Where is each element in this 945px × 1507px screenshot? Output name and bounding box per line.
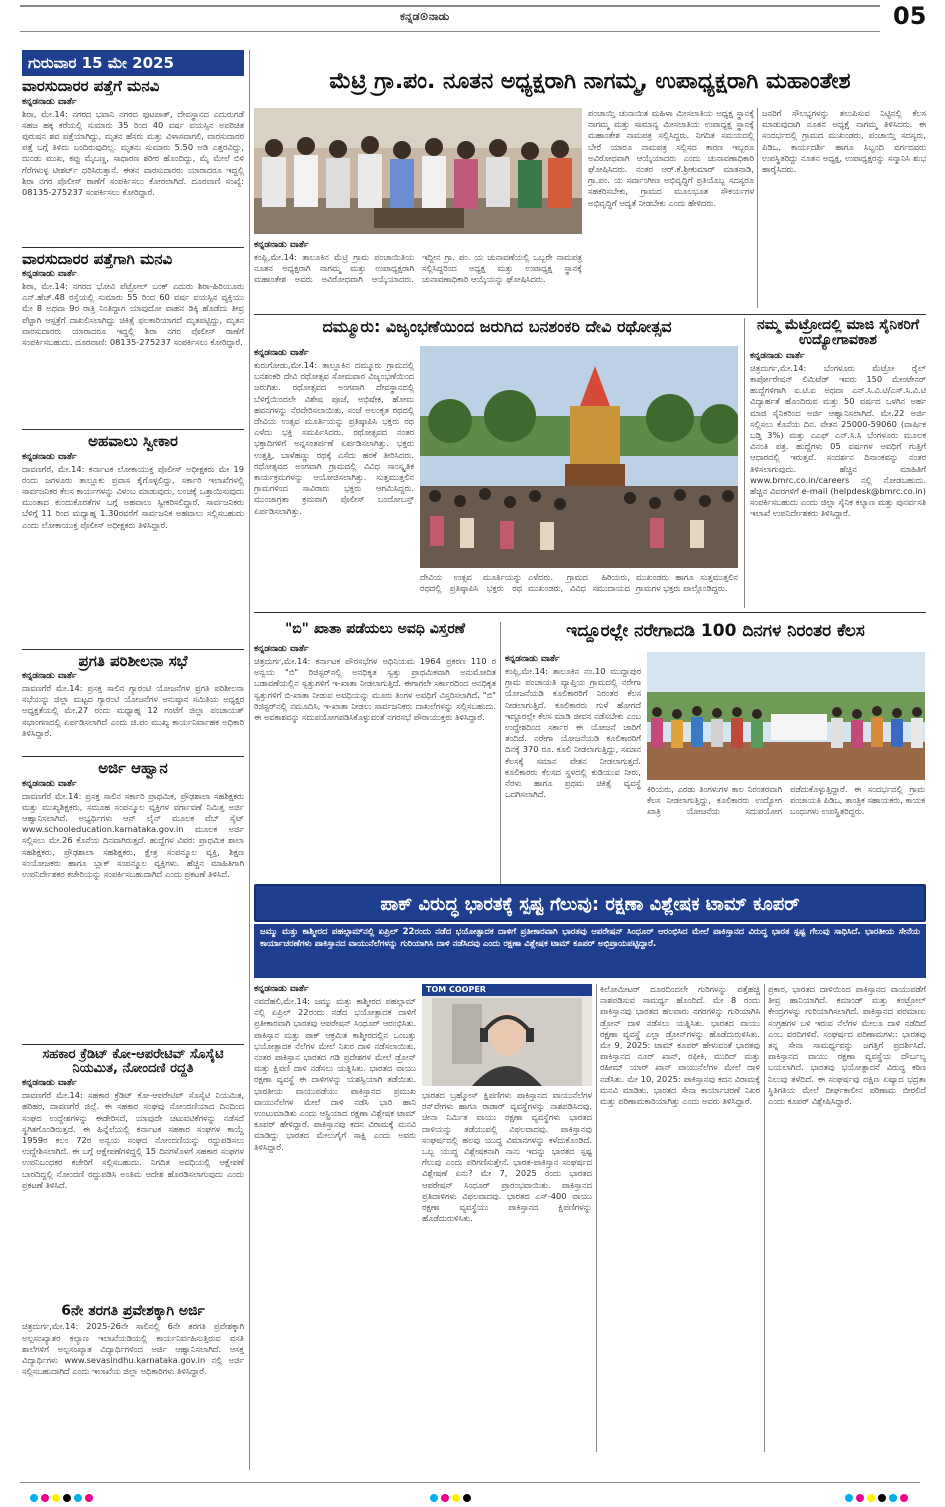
top-col3: ಜನರಿಗೆ ಸೌಲಭ್ಯಗಳನ್ನು ತಲುಪಿಸುವ ನಿಟ್ಟಿನಲ್ಲಿ ಕೆಲಸ ಮಾಡುವುದಾಗಿ ನೂತನ ಅಧ್ಯಕ್ಷೆ ನಾಗಮ್ಮ ತಿಳಿಸಿದರು. ಈ ಸಂದರ್ಭದಲ್ಲಿ ಗ್ರಾಮದ ಮುಖಂಡರು, ಪಂಚಾಯ್ತಿ ಸದಸ್ಯರು, ಪಿಡಿಒ, ಕಾರ್ಯದರ್ಶಿ ಹಾಗೂ ಸಿಬ್ಬಂದಿ ವರ್ಗದವರು ಉಪಸ್ಥಿತರಿದ್ದು ನೂತನ ಅಧ್ಯಕ್ಷ, ಉಪಾಧ್ಯಕ್ಷರನ್ನು ಸನ್ಮಾನಿಸಿ ಶುಭ ಹಾರೈಸಿದರು. bbox=[762, 108, 926, 175]
story-s6 bbox=[22, 1048, 244, 1303]
pak-title-bar bbox=[254, 884, 926, 922]
story-s2 bbox=[22, 251, 244, 427]
story-dammuru bbox=[254, 318, 740, 608]
nrega-byline: ಕನ್ನಡನಾಡು ವಾರ್ತೆ bbox=[505, 654, 560, 664]
s1-text: ಶಿರಾ, ಮೇ.14: ನಗರದ ಭವಾನಿ ನಗರದ ಫುಟಪಾತ್, ದೇವಸ್ಥಾನದ ಎದುರುಗಡೆ ಸಹಜ ಹಕ್ಕ ಕರೆಯಲ್ಲಿ ಸುಮಾರು 35 ರಿಂದ 40 ವರ್ಷ ವಯಸ್ಸಿನ ಅಪರಿಚಿತ ಪುರುಷನ ಶವ ಪತ್ತೆಯಾಗಿದ್ದು, ಮೃತನ ಹೆಸರು ಮತ್ತು ವಿಳಾಸವಾಗಲಿ, ವಾರಸುದಾರರ ಪತ್ತೆ ಬಗ್ಗೆ ತಿಳಿದು ಬಂದಿರುವುದಿಲ್ಲ. ಮೃತನು ಸುಮಾರು 5.50 ಅಡಿ ಎತ್ತರವಿದ್ದು, ದುಂಡು ಮುಖ, ಕಪ್ಪು ಮೈಬಣ್ಣ, ಸಾಧಾರಣ ಶರೀರ ಹೊಂದಿದ್ದು, ಮೈ ಮೇಲೆ ಬಿಳಿ ಗೆರೆಗಳುಳ್ಳ ಟೀಶರ್ಟ್ ಧರಿಸಿರುತ್ತಾನೆ. ಈತನ ವಾರಸುದಾರರು ಯಾರಾದರೂ ಇದ್ದಲ್ಲಿ ಶಿರಾ ನಗರ ಪೊಲೀಸ್ ಠಾಣೆಗೆ ಸಂಪರ್ಕಿಸಲು ಕೋರಲಾಗಿದೆ. ದೂರವಾಣಿ ಸಂಖ್ಯೆ: 08135-275237 ಸಂಪರ್ಕಿಸಲು ಕೋರಿದ್ದಾರೆ. bbox=[22, 108, 244, 197]
color-registration-marks-right bbox=[845, 1487, 911, 1506]
masthead: ಕನ್ನಡ⊙ನಾಡು bbox=[400, 10, 450, 23]
top-caption: ಕಂಪ್ಲಿ,ಮೇ.14: ತಾಲೂಕಿನ ಮೆಟ್ರಿ ಗ್ರಾಮ ಪಂಚಾಯಿತಿಯ ನೂತನ ಅಧ್ಯಕ್ಷರಾಗಿ ನಾಗಮ್ಮ ಮತ್ತು ಉಪಾಧ್ಯಕ್ಷರಾಗಿ ಮಹಾಂತೇಶ ಅವರು ಅವಿರೋಧವಾಗಿ ಆಯ್ಕೆಯಾದರು. ಇದ್ದೀನ ಗ್ರಾ. ಪಂ. ಯ ಚುನಾವಣೆಯಲ್ಲಿ ಒಬ್ಬರೇ ನಾಮಪತ್ರ ಸಲ್ಲಿಸಿದ್ದರಿಂದ ಅಧ್ಯಕ್ಷ ಮತ್ತು ಉಪಾಧ್ಯಕ್ಷ ಸ್ಥಾನಕ್ಕೆ ಚುನಾವಣಾಧಿಕಾರಿ ಆಯ್ಕೆಯನ್ನು ಘೋಷಿಸಿದರು. bbox=[254, 252, 582, 284]
s6-title: ಸಹಕಾರ ಕ್ರೆಡಿಟ್ ಕೋ-ಆಪರೇಟಿವ್ ಸೊಸೈಟಿ ನಿಯಮಿತ, ನೋಂದಣಿ ರದ್ದತಿ bbox=[42, 1046, 224, 1076]
s1-title: ವಾರಸುದಾರರ ಪತ್ತೆಗೆ ಮನವಿ bbox=[22, 77, 160, 95]
metro-text: ಚಿತ್ರದುರ್ಗ,ಮೇ.14: ಬೆಂಗಳೂರು ಮೆಟ್ರೋ ರೈಲ್ ಕಾರ್ಪೋರೇಷನ್ ಲಿಮಿಟೆಡ್ ಇವರು 150 ಮೇಂಟೇನರ್ ಹುದ್ದೆಗಳಿಗಾಗಿ ಐ.ಟಿ.ಐ ಅಥವಾ ಎನ್.ಸಿ.ವಿ.ಟಿ/ಎಸ್.ಸಿ.ವಿ.ಟಿ ವಿದ್ಯಾರ್ಹತೆ ಹೊಂದಿರುವ ಮತ್ತು 50 ವರ್ಷದ ಒಳಗಿನ ಅರ್ಹ ಮಾಜಿ ಸೈನಿಕರಿಂದ ಅರ್ಜಿ ಆಹ್ವಾನಿಸಲಾಗಿದೆ. ಮೇ.22 ಅರ್ಜಿ ಸಲ್ಲಿಸಲು ಕೊನೆಯ ದಿನ. ವೇತನ 25000-59060 (ವಾರ್ಷಿಕ ಬಡ್ತಿ 3%) ಮತ್ತು ಎಎಫ್ ಎನ್.ಸಿ.ಸಿ ಬೆಂಗಳೂರು ಮೂಲಕ ವಿನಂತಿ ಪತ್ರ. ಹುದ್ದೆಗಳು 05 ವರ್ಷಗಳ ಅವಧಿಗೆ ಗುತ್ತಿಗೆ ಆಧಾರದಲ್ಲಿ ಇರುತ್ತವೆ. ಸಂದರ್ಶನ ದಿನಾಂಕವನ್ನು ನಂತರ ತಿಳಿಸಲಾಗುವುದು. ಹೆಚ್ಚಿನ ಮಾಹಿತಿಗೆ www.bmrc.co.in/careers ನಲ್ಲಿ ನೋಡಬಹುದು. ಹೆಚ್ಚಿನ ವಿವರಗಳಿಗೆ e-mail (helpdesk@bmrc.co.in) ಸಂಪರ್ಕಿಸಬಹುದು ಎಂದು ಜಿಲ್ಲಾ ಸೈನಿಕ ಕಲ್ಯಾಣ ಮತ್ತು ಪುನರ್ವಸತಿ ಇಲಾಖೆ ಉಪನಿರ್ದೇಶಕರು ತಿಳಿಸಿದ್ದಾರೆ. bbox=[750, 362, 926, 519]
date-bar: ಗುರುವಾರ 15 ಮೇ 2025 bbox=[22, 50, 244, 76]
btitle-byline: ಕನ್ನಡನಾಡು ವಾರ್ತೆ bbox=[254, 644, 309, 654]
nrega-text-block bbox=[505, 652, 641, 882]
nrega-caption: ಕಿರಿಯರು, ಎರಡು ತಿಂಗಳುಗಳ ಕಾಲ ನಿರಂತರವಾಗಿ ಕೆಲಸ ನೀಡಲಾಗುತ್ತಿದ್ದು, ಕೂಲಿಕಾರರು ಉದ್ಯೋಗ ಖಾತ್ರಿ ಯೋಜನೆಯ ಸದುಪಯೋಗ ಪಡೆದುಕೊಳ್ಳುತ್ತಿದ್ದಾರೆ. ಈ ಸಂದರ್ಭದಲ್ಲಿ ಗ್ರಾಮ ಪಂಚಾಯತಿ ಪಿಡಿಒ, ತಾಂತ್ರಿಕ ಸಹಾಯಕರು, ಕಾಯಕ ಬಂಧುಗಳು ಉಪಸ್ಥಿತರಿದ್ದರು. bbox=[647, 784, 925, 816]
chariot-festival-image bbox=[420, 346, 738, 568]
divider bbox=[254, 314, 926, 315]
footer-rule bbox=[20, 1482, 920, 1483]
s6-text: ದಾವಣಗೆರೆ ಮೇ.14: ಸಹಕಾರ ಕ್ರೆಡಿಟ್ ಕೋ-ಆಪರೇಟಿವ್ ಸೊಸೈಟಿ ನಿಯಮಿತ, ಹರಿಹರ, ದಾವಣಗೆರೆ ಜಿಲ್ಲೆ. ಈ ಸಹಕಾರ ಸಂಘವು ನೋಂದಣಿಯಾದ ದಿನದಿಂದ ಸಂಘದ ಉದ್ದೇಶಗಳನ್ನು ಈಡೇರಿಸದೆ, ಯಾವುದೇ ಚಟುವಟಿಕೆಗಳನ್ನು ನಡೆಸದೆ ಸ್ಥಗಿತಗೊಂಡಿರುತ್ತದೆ. ಈ ಹಿನ್ನೆಲೆಯಲ್ಲಿ ಕರ್ನಾಟಕ ಸಹಕಾರ ಸಂಘಗಳ ಕಾಯ್ದೆ 1959ರ ಕಲಂ 72ರ ಅನ್ವಯ ಸಂಘದ ನೋಂದಣಿಯನ್ನು ರದ್ದುಪಡಿಸಲು ಉದ್ದೇಶಿಸಲಾಗಿದೆ. ಈ ಬಗ್ಗೆ ಆಕ್ಷೇಪಣೆಗಳಿದ್ದಲ್ಲಿ 15 ದಿನಗಳೊಳಗೆ ಸಹಕಾರ ಸಂಘಗಳ ಉಪನಿಬಂಧಕರ ಕಚೇರಿಗೆ ಸಲ್ಲಿಸಬಹುದು. ನಿಗದಿತ ಅವಧಿಯಲ್ಲಿ ಆಕ್ಷೇಪಣೆ ಬಾರದಿದ್ದಲ್ಲಿ ನೋಂದಣಿ ರದ್ದುಪಡಿಸಿ ಅಂತಿಮ ಆದೇಶ ಹೊರಡಿಸಲಾಗುವುದು ಎಂದು ಪ್ರಕಟಣೆ ತಿಳಿಸಿದೆ. bbox=[22, 1090, 244, 1190]
dam-text: ಕುರುಗೋಡು,ಮೇ.14: ತಾಲ್ಲೂಕಿನ ದಮ್ಮೂರು ಗ್ರಾಮದಲ್ಲಿ ಬನಶಂಕರಿ ದೇವಿ ರಥೋತ್ಸವ ಸೋಮವಾರ ವಿಜೃಂಭಣೆಯಿಂದ ಜರುಗಿತು. ರಥೋತ್ಸವದ ಅಂಗವಾಗಿ ದೇವಸ್ಥಾನದಲ್ಲಿ ಬೆಳಿಗ್ಗೆಯಿಂದಲೇ ವಿಶೇಷ ಪೂಜೆ, ಅಭಿಷೇಕ, ಹೋಮ ಹವನಗಳನ್ನು ನೆರವೇರಿಸಲಾಯಿತು. ಸಂಜೆ ಅಲಂಕೃತ ರಥದಲ್ಲಿ ದೇವಿಯ ಉತ್ಸವ ಮೂರ್ತಿಯನ್ನು ಪ್ರತಿಷ್ಠಾಪಿಸಿ ಭಕ್ತರು ರಥ ಎಳೆದು ಭಕ್ತಿ ಸಮರ್ಪಿಸಿದರು. ರಥೋತ್ಸವದ ನಂತರ ಭಕ್ತಾದಿಗಳಿಗೆ ಅನ್ನಸಂತರ್ಪಣೆ ಏರ್ಪಡಿಸಲಾಗಿತ್ತು. ಭಕ್ತರು ಉತ್ತತ್ತಿ, ಬಾಳೆಹಣ್ಣು ರಥಕ್ಕೆ ಎಸೆದು ಹರಕೆ ತೀರಿಸಿದರು. ರಥೋತ್ಸವದ ಅಂಗವಾಗಿ ಗ್ರಾಮದಲ್ಲಿ ವಿವಿಧ ಸಾಂಸ್ಕೃತಿಕ ಕಾರ್ಯಕ್ರಮಗಳನ್ನು ಆಯೋಜಿಸಲಾಗಿತ್ತು. ಸುತ್ತಮುತ್ತಲಿನ ಗ್ರಾಮಗಳಿಂದ ಸಾವಿರಾರು ಭಕ್ತರು ಆಗಮಿಸಿದ್ದರು. ಮುಂಜಾಗ್ರತಾ ಕ್ರಮವಾಗಿ ಪೊಲೀಸ್ ಬಂದೋಬಸ್ತ್ ಏರ್ಪಡಿಸಲಾಗಿತ್ತು. bbox=[254, 360, 414, 516]
s6-byline: ಕನ್ನಡನಾಡು ವಾರ್ತೆ bbox=[22, 1078, 77, 1089]
btitle-text: ಚಿತ್ರದುರ್ಗ,ಮೇ.14: ಕರ್ನಾಟಕ ಪೌರಸಭೆಗಳ ಅಧಿನಿಯಮ 1964 ಪ್ರಕರಣ 110 ರ ಅನ್ವಯ "ಬಿ" ರಿಜಿಸ್ಟರ್‌ನಲ್ಲಿ ಅನಧಿಕೃತ ಸ್ವತ್ತು ಪ್ರಾಥಮಿಕವಾಗಿ ಅನುಮೋದಿತ ಬಡಾವಣೆಯಲ್ಲಿನ ಸ್ವತ್ತುಗಳಿಗೆ ಇ-ಖಾತಾ ನೀಡಲಾಗುತ್ತಿದೆ. ಈಗಾಗಲೇ ಸರ್ಕಾರದಿಂದ ಅನಧಿಕೃತ ಸ್ವತ್ತುಗಳಿಗೆ ಬಿ-ಖಾತಾ ನೀಡುವ ಅವಧಿಯನ್ನು ಮೂರು ತಿಂಗಳ ಅವಧಿಗೆ ವಿಸ್ತರಿಸಲಾಗಿದೆ. "ಬಿ" ರಿಜಿಸ್ಟರ್‌ನಲ್ಲಿ ನಮೂದಿಸಿ, ಇ-ಖಾತಾ ನೀಡಲು ಸಾರ್ವಜನಿಕರು ದಾಖಲೆಗಳನ್ನು ಸಲ್ಲಿಸಬಹುದು. ಈ ಅವಕಾಶವನ್ನು ಸದುಪಯೋಗಪಡಿಸಿಕೊಳ್ಳುವಂತೆ ನಗರಸಭೆ ಪೌರಾಯುಕ್ತರು ತಿಳಿಸಿದ್ದಾರೆ. bbox=[254, 656, 496, 723]
nrega-text: ಕಂಪ್ಲಿ,ಮೇ.14: ತಾಲೂಕಿನ ನಂ.10 ಮುದ್ದಾಪುರ ಗ್ರಾಮ ಪಂಚಾಯತಿ ವ್ಯಾಪ್ತಿಯ ಗ್ರಾಮದಲ್ಲಿ ನರೇಗಾ ಯೋಜನೆಯಡಿ ಕೂಲಿಕಾರರಿಗೆ ನಿರಂತರ ಕೆಲಸ ನೀಡಲಾಗುತ್ತಿದೆ. ಕೂಲಿಕಾರರು ಗುಳೆ ಹೋಗದೆ ಇದ್ದೂರಲ್ಲೇ ಕೆಲಸ ಮಾಡಿ ಜೀವನ ನಡೆಸಬೇಕು ಎಂಬ ಉದ್ದೇಶದಿಂದ ಸರ್ಕಾರ ಈ ಯೋಜನೆ ಜಾರಿಗೆ ತಂದಿದೆ. ನರೇಗಾ ಯೋಜನೆಯಡಿ ಕೂಲಿಕಾರರಿಗೆ ದಿನಕ್ಕೆ 370 ರೂ. ಕೂಲಿ ನೀಡಲಾಗುತ್ತಿದ್ದು, ಸಮಾನ ಕೆಲಸಕ್ಕೆ ಸಮಾನ ವೇತನ ನೀಡಲಾಗುತ್ತದೆ. ಕೂಲಿಕಾರರು ಕೆಲಸದ ಸ್ಥಳದಲ್ಲಿ ಕುಡಿಯುವ ನೀರು, ನೆರಳು ಹಾಗೂ ಪ್ರಥಮ ಚಿಕಿತ್ಸೆ ವ್ಯವಸ್ಥೆ ಒದಗಿಸಲಾಗಿದೆ. bbox=[505, 666, 641, 800]
column-rule bbox=[596, 984, 597, 1452]
s1-byline: ಕನ್ನಡನಾಡು ವಾರ್ತೆ bbox=[22, 96, 77, 107]
s3-byline: ಕನ್ನಡನಾಡು ವಾರ್ತೆ bbox=[22, 451, 77, 462]
column-rule bbox=[757, 108, 758, 308]
pak-col3: ಕಿಲೋಮೀಟರ್ ದೂರದಿಂದಲೇ ಗುರಿಗಳನ್ನು ಪತ್ತೆಹಚ್ಚಿ ನಾಶಪಡಿಸುವ ಸಾಮರ್ಥ್ಯ ಹೊಂದಿದೆ. ಮೇ 8 ರಂದು ಪಾಕಿಸ್ತಾನವು ಭಾರತದ ಹಲವಾರು ನಗರಗಳನ್ನು ಗುರಿಯಾಗಿಸಿ ಡ್ರೋನ್ ದಾಳಿ ನಡೆಸಲು ಯತ್ನಿಸಿತು. ಭಾರತದ ವಾಯು ರಕ್ಷಣಾ ವ್ಯವಸ್ಥೆ ಎಲ್ಲಾ ಡ್ರೋನ್‌ಗಳನ್ನು ಹೊಡೆದುರುಳಿಸಿತು. ಮೇ 9, 2025: ಟಾಮ್ ಕೂಪರ್ ಹೇಳುವಂತೆ ಭಾರತವು ಪಾಕಿಸ್ತಾನದ ನೂರ್ ಖಾನ್, ರಫೀಕಿ, ಮುರಿದ್ ಮತ್ತು ರಹೀಮ್ ಯಾರ್ ಖಾನ್ ವಾಯುನೆಲೆಗಳ ಮೇಲೆ ದಾಳಿ ನಡೆಸಿತು. ಮೇ 10, 2025: ಪಾಕಿಸ್ತಾನವು ಕದನ ವಿರಾಮಕ್ಕೆ ಮನವಿ ಮಾಡಿತು. ಭಾರತದ ಸೇನಾ ಕಾರ್ಯಾಚರಣೆ ನಿಖರ ಮತ್ತು ಪರಿಣಾಮಕಾರಿಯಾಗಿತ್ತು ಎಂದು ಅವರು ತಿಳಿಸಿದ್ದಾರೆ. bbox=[600, 984, 760, 1107]
nrega-title: ಇದ್ದೂರಲ್ಲೇ ನರೇಗಾದಡಿ 100 ದಿನಗಳ ನಿರಂತರ ಕೆಲಸ bbox=[566, 622, 865, 641]
pak-col1: ನವದೆಹಲಿ,ಮೇ.14: ಜಮ್ಮು ಮತ್ತು ಕಾಶ್ಮೀರದ ಪಹಲ್ಗಾಮ್ ನಲ್ಲಿ ಏಪ್ರಿಲ್ 22ರಂದು ನಡೆದ ಭಯೋತ್ಪಾದಕ ದಾಳಿಗೆ ಪ್ರತೀಕಾರವಾಗಿ ಭಾರತವು ಆಪರೇಷನ್ ಸಿಂಧೂರ್ ಆರಂಭಿಸಿತು. ಪಾಕಿಸ್ತಾನ ಮತ್ತು ಪಾಕ್ ಆಕ್ರಮಿತ ಕಾಶ್ಮೀರದಲ್ಲಿನ ಒಂಬತ್ತು ಭಯೋತ್ಪಾದಕ ನೆಲೆಗಳ ಮೇಲೆ ನಿಖರ ದಾಳಿ ನಡೆಸಲಾಯಿತು. ನಂತರ ಪಾಕಿಸ್ತಾನ ಭಾರತದ ಗಡಿ ಪ್ರದೇಶಗಳ ಮೇಲೆ ಡ್ರೋನ್ ಮತ್ತು ಕ್ಷಿಪಣಿ ದಾಳಿ ನಡೆಸಲು ಯತ್ನಿಸಿತು. ಭಾರತದ ವಾಯು ರಕ್ಷಣಾ ವ್ಯವಸ್ಥೆ ಈ ದಾಳಿಗಳನ್ನು ಯಶಸ್ವಿಯಾಗಿ ತಡೆಯಿತು. ಭಾರತೀಯ ವಾಯುಪಡೆಯು ಪಾಕಿಸ್ತಾನದ ಪ್ರಮುಖ ವಾಯುನೆಲೆಗಳ ಮೇಲೆ ದಾಳಿ ನಡೆಸಿ ಭಾರಿ ಹಾನಿ ಉಂಟುಮಾಡಿತು ಎಂದು ಆಸ್ಟ್ರಿಯಾದ ರಕ್ಷಣಾ ವಿಶ್ಲೇಷಕ ಟಾಮ್ ಕೂಪರ್ ಹೇಳಿದ್ದಾರೆ. ಪಾಕಿಸ್ತಾನವು ಕದನ ವಿರಾಮಕ್ಕೆ ಮನವಿ ಮಾಡಿದ್ದು ಭಾರತದ ಮೇಲುಗೈಗೆ ಸಾಕ್ಷಿ ಎಂದು ಅವರು ತಿಳಿಸಿದ್ದಾರೆ. bbox=[254, 996, 416, 1152]
divider bbox=[22, 429, 244, 430]
page-header bbox=[0, 0, 945, 34]
metro-title: ನಮ್ಮ ಮೆಟ್ರೋದಲ್ಲಿ ಮಾಜಿ ಸೈನಿಕರಿಗೆ ಉದ್ಯೋಗಾವಕಾಶ bbox=[756, 317, 920, 349]
metro-byline: ಕನ್ನಡನಾಡು ವಾರ್ತೆ bbox=[750, 350, 805, 361]
story-s7 bbox=[22, 1304, 244, 1413]
pak-photo bbox=[422, 984, 592, 1086]
top-caption-block bbox=[254, 238, 582, 308]
divider bbox=[22, 1044, 244, 1045]
story-top bbox=[254, 70, 926, 310]
dam-title: ದಮ್ಮೂರು: ವಿಜೃಂಭಣೆಯಿಂದ ಜರುಗಿದ ಬನಶಂಕರಿ ದೇವಿ ರಥೋತ್ಸವ bbox=[322, 318, 672, 336]
group-photo-image bbox=[254, 108, 582, 234]
btitle-title: "ಬಿ" ಖಾತಾ ಪಡೆಯಲು ಅವಧಿ ವಿಸ್ತರಣೆ bbox=[284, 621, 466, 637]
s2-byline: ಕನ್ನಡನಾಡು ವಾರ್ತೆ bbox=[22, 269, 77, 279]
column-rule bbox=[249, 50, 250, 1470]
dam-photo bbox=[420, 346, 738, 568]
page-number: 05 bbox=[893, 2, 927, 30]
s4-byline: ಕನ್ನಡನಾಡು ವಾರ್ತೆ bbox=[22, 671, 77, 681]
s3-title: ಅಹವಾಲು ಸ್ವೀಕಾರ bbox=[88, 432, 178, 450]
nrega-photo bbox=[647, 652, 925, 780]
s5-byline: ಕನ್ನಡನಾಡು ವಾರ್ತೆ bbox=[22, 778, 77, 789]
s7-title: 6ನೇ ತರಗತಿ ಪ್ರವೇಶಕ್ಕಾಗಿ ಅರ್ಜಿ bbox=[61, 1303, 205, 1320]
divider bbox=[22, 649, 244, 650]
divider bbox=[22, 247, 244, 248]
left-column bbox=[22, 50, 244, 1470]
header-bottom-rule bbox=[20, 31, 880, 32]
pak-title: ಪಾಕ್ ವಿರುದ್ಧ ಭಾರತಕ್ಕೆ ಸ್ಪಷ್ಟ ಗೆಲುವು: ರಕ್ಷಣಾ ವಿಶ್ಲೇಷಕ ಟಾಮ್ ಕೂಪರ್ bbox=[380, 894, 800, 915]
s5-text: ದಾವಣಗೆರೆ ಮೇ.14: ಪ್ರಸಕ್ತ ಸಾಲಿನ ಸರ್ಕಾರಿ ಪ್ರಾಥಮಿಕ, ಪ್ರೌಢಶಾಲಾ ಸಹಶಿಕ್ಷಕರು ಮತ್ತು ಮುಖ್ಯಶಿಕ್ಷಕರು, ಸಮೂಹ ಸಂಪನ್ಮೂಲ ವ್ಯಕ್ತಿಗಳ ವರ್ಗಾವಣೆ ನಿಮಿತ್ತ ಅರ್ಜಿ ಆಹ್ವಾನಿಸಲಾಗಿದೆ. ಅಭ್ಯರ್ಥಿಗಳು ಆನ್ ಲೈನ್ ಮೂಲಕ ವೆಬ್ ಸೈಟ್ www.schooleducation.karnataka.gov.in ಮೂಲಕ ಅರ್ಜಿ ಸಲ್ಲಿಸಲು ಮೇ.26 ಕೊನೆಯ ದಿನವಾಗಿರುತ್ತದೆ. ಹುದ್ದೆಗಳ ವಿವರ: ಪ್ರಾಥಮಿಕ ಶಾಲಾ ಸಹಶಿಕ್ಷಕರು, ಪ್ರೌಢಶಾಲಾ ಸಹಶಿಕ್ಷಕರು, ಕ್ಷೇತ್ರ ಸಂಪನ್ಮೂಲ ವ್ಯಕ್ತಿ, ಶಿಕ್ಷಣ ಸಂಯೋಜಕರು ಹಾಗೂ ಬ್ಲಾಕ್ ಸಂಪನ್ಮೂಲ ವ್ಯಕ್ತಿಗಳು. ಹೆಚ್ಚಿನ ಮಾಹಿತಿಗಾಗಿ ಉಪನಿರ್ದೇಶಕರ ಕಚೇರಿಯನ್ನು ಸಂಪರ್ಕಿಸಬಹುದಾಗಿದೆ ಎಂದು ಪ್ರಕಟಣೆ ತಿಳಿಸಿದೆ. bbox=[22, 790, 244, 879]
column-rule bbox=[764, 984, 765, 1452]
color-registration-marks-left bbox=[30, 1487, 96, 1506]
divider bbox=[254, 612, 926, 613]
column-rule bbox=[500, 622, 501, 884]
s2-text: ಶಿರಾ, ಮೇ.14: ನಗರದ ಭೋವಿ ಪೆಟ್ರೋಲ್ ಬಂಕ್ ಎದುರು ಶಿರಾ-ಹಿರಿಯೂರು ಎನ್.ಹೆಚ್.48 ರಸ್ತೆಯಲ್ಲಿ ಸುಮಾರು 55 ರಿಂದ 60 ವರ್ಷ ವಯಸ್ಸಿನ ವ್ಯಕ್ತಿಯು ಮೇ 8 ಅಥವಾ 9ರ ರಾತ್ರಿ ನಿಂತಿದ್ದಾಗ ಯಾವುದೋ ವಾಹನ ಡಿಕ್ಕಿ ಹೊಡೆದು ತೀವ್ರ ಪೆಟ್ಟಾಗಿ ಆಸ್ಪತ್ರೆಗೆ ದಾಖಲಿಸಲಾಗಿದ್ದು ಚಿಕಿತ್ಸೆ ಫಲಕಾರಿಯಾಗದೆ ಮೃತಪಟ್ಟಿದ್ದು, ಮೃತನ ವಾರಸುದಾರರು ಯಾರಾದರೂ ಇದ್ದಲ್ಲಿ ಶಿರಾ ನಗರ ಪೊಲೀಸ್ ಠಾಣೆಗೆ ಸಂಪರ್ಕಿಸಬಹುದು. ದೂರವಾಣಿ: 08135-275237 ಸಂಪರ್ಕಿಸಲು ಕೋರಿದ್ದಾರೆ. bbox=[22, 281, 244, 348]
column-rule bbox=[744, 318, 745, 608]
story-s1 bbox=[22, 78, 244, 244]
s5-title: ಅರ್ಜಿ ಆಹ್ವಾನ bbox=[98, 759, 168, 777]
s2-title: ವಾರಸುದಾರರ ಪತ್ತೆಗಾಗಿ ಮನವಿ bbox=[22, 249, 173, 268]
dam-caption: ದೇವಿಯ ಉತ್ಸವ ಮೂರ್ತಿಯನ್ನು ರಥದಲ್ಲಿ ಪ್ರತಿಷ್ಠಾಪಿಸಿ ಭಕ್ತರು ರಥ ಎಳೆದರು. ಗ್ರಾಮದ ಹಿರಿಯರು, ಮುಖಂಡರು, ವಿವಿಧ ಸಮುದಾಯದ ಮುಖಂಡರು ಹಾಗೂ ಸುತ್ತಮುತ್ತಲಿನ ಗ್ರಾಮಗಳ ಭಕ್ತರು ಪಾಲ್ಗೊಂಡಿದ್ದರು. bbox=[420, 572, 738, 593]
story-b-khata bbox=[254, 622, 496, 884]
s7-text: ಚಿತ್ರದುರ್ಗ,ಮೇ.14: 2025-26ನೇ ಸಾಲಿನಲ್ಲಿ 6ನೇ ತರಗತಿ ಪ್ರವೇಶಕ್ಕಾಗಿ ಅಲ್ಪಸಂಖ್ಯಾತರ ಕಲ್ಯಾಣ ಇಲಾಖೆಯಡಿಯಲ್ಲಿ ಕಾರ್ಯನಿರ್ವಹಿಸುತ್ತಿರುವ ವಸತಿ ಶಾಲೆಗಳಿಗೆ ಅಲ್ಪಸಂಖ್ಯಾತ ವಿದ್ಯಾರ್ಥಿಗಳಿಂದ ಅರ್ಜಿ ಆಹ್ವಾನಿಸಲಾಗಿದೆ. ಆಸಕ್ತ ವಿದ್ಯಾರ್ಥಿಗಳು www.sevasindhu.karnataka.gov.in ನಲ್ಲಿ ಅರ್ಜಿ ಸಲ್ಲಿಸಬಹುದಾಗಿದೆ ಎಂದು ಇಲಾಖೆಯ ಜಿಲ್ಲಾ ಅಧಿಕಾರಿಗಳು ತಿಳಿಸಿದ್ದಾರೆ. bbox=[22, 1321, 244, 1377]
story-s5 bbox=[22, 760, 244, 1041]
s4-title: ಪ್ರಗತಿ ಪರಿಶೀಲನಾ ಸಭೆ bbox=[78, 651, 188, 670]
top-byline: ಕನ್ನಡನಾಡು ವಾರ್ತೆ bbox=[254, 240, 309, 250]
story-s3 bbox=[22, 433, 244, 646]
story-nrega bbox=[505, 622, 926, 884]
top-title: ಮೆಟ್ರಿ ಗ್ರಾ.ಪಂ. ನೂತನ ಅಧ್ಯಕ್ಷರಾಗಿ ನಾಗಮ್ಮ, ಉಪಾಧ್ಯಕ್ಷರಾಗಿ ಮಹಾಂತೇಶ bbox=[329, 70, 851, 94]
pak-col2: ಭಾರತದ ಬ್ರಹ್ಮೋಸ್ ಕ್ಷಿಪಣಿಗಳು ಪಾಕಿಸ್ತಾನದ ವಾಯುನೆಲೆಗಳ ರನ್‌ವೇಗಳು ಹಾಗೂ ರಾಡಾರ್ ವ್ಯವಸ್ಥೆಗಳನ್ನು ನಾಶಪಡಿಸಿದವು. ಚೀನಾ ನಿರ್ಮಿತ ವಾಯು ರಕ್ಷಣಾ ವ್ಯವಸ್ಥೆಗಳು ಭಾರತದ ದಾಳಿಯನ್ನು ತಡೆಯುವಲ್ಲಿ ವಿಫಲವಾದವು. ಪಾಕಿಸ್ತಾನವು ಸಂಘರ್ಷದಲ್ಲಿ ಹಲವು ಯುದ್ಧ ವಿಮಾನಗಳನ್ನು ಕಳೆದುಕೊಂಡಿದೆ. ಒಬ್ಬ ಯುದ್ಧ ವಿಶ್ಲೇಷಕನಾಗಿ ನಾನು ಇದನ್ನು ಭಾರತದ ಸ್ಪಷ್ಟ ಗೆಲುವು ಎಂದು ಪರಿಗಣಿಸುತ್ತೇನೆ. ಭಾರತ-ಪಾಕಿಸ್ತಾನ ಸಂಘರ್ಷದ ವಿಶ್ಲೇಷಣೆ ಏನು? ಮೇ 7, 2025 ರಂದು ಭಾರತದ ಆಪರೇಷನ್ ಸಿಂಧೂರ್ ಪ್ರಾರಂಭವಾಯಿತು. ಪಾಕಿಸ್ತಾನದ ಪ್ರತಿದಾಳಿಗಳು ವಿಫಲವಾದವು. ಭಾರತದ ಎಸ್-400 ವಾಯು ರಕ್ಷಣಾ ವ್ಯವಸ್ಥೆಯು ಪಾಕಿಸ್ತಾನದ ಕ್ಷಿಪಣಿಗಳನ್ನು ಹೊಡೆದುರುಳಿಸಿತು. bbox=[422, 1090, 592, 1224]
header-top-rule bbox=[20, 5, 880, 7]
divider bbox=[22, 756, 244, 757]
pak-deck: ಜಮ್ಮು ಮತ್ತು ಕಾಶ್ಮೀರದ ಪಹಲ್ಗಾಮ್‌ನಲ್ಲಿ ಏಪ್ರಿಲ್ 22ರಂದು ನಡೆದ ಭಯೋತ್ಪಾದಕ ದಾಳಿಗೆ ಪ್ರತೀಕಾರವಾಗಿ ಭಾರತವು ಆಪರೇಷನ್ ಸಿಂಧೂರ್ ಆರಂಭಿಸಿದ ಮೇಲೆ ಪಾಕಿಸ್ತಾನದ ವಿರುದ್ಧ ಭಾರತ ಸ್ಪಷ್ಟ ಗೆಲುವು ಸಾಧಿಸಿದೆ. ಭಾರತೀಯ ಸೇನೆಯ ಕಾರ್ಯಾಚರಣೆಗಳು ಪಾಕಿಸ್ತಾನದ ವಾಯುನೆಲೆಗಳನ್ನು ಗುರಿಯಾಗಿಸಿ ದಾಳಿ ನಡೆಸಿದವು ಎಂದು ರಕ್ಷಣಾ ವಿಶ್ಲೇಷಕ ಟಾಮ್ ಕೂಪರ್ ಅಭಿಪ್ರಾಯಪಟ್ಟಿದ್ದಾರೆ. bbox=[254, 924, 926, 978]
workers-field-image bbox=[647, 652, 925, 780]
s4-text: ದಾವಣಗೆರೆ ಮೇ.14: ಪ್ರಸಕ್ತ ಸಾಲಿನ ಗ್ಯಾರಂಟಿ ಯೋಜನೆಗಳ ಪ್ರಗತಿ ಪರಿಶೀಲನಾ ಸಭೆಯನ್ನು ಜಿಲ್ಲಾ ಮಟ್ಟದ ಗ್ಯಾರಂಟಿ ಯೋಜನೆಗಳ ಅನುಷ್ಠಾನ ಸಮಿತಿಯ ಅಧ್ಯಕ್ಷರ ಅಧ್ಯಕ್ಷತೆಯಲ್ಲಿ ಮೇ.27 ರಂದು ಮಧ್ಯಾಹ್ನ 12 ಗಂಟೆಗೆ ಜಿಲ್ಲಾ ಪಂಚಾಯತ್ ಸಭಾಂಗಣದಲ್ಲಿ ಏರ್ಪಡಿಸಲಾಗಿದೆ ಎಂದು ಜಿ.ಪಂ ಮುಖ್ಯ ಕಾರ್ಯನಿರ್ವಾಹಕ ಅಧಿಕಾರಿ ತಿಳಿಸಿದ್ದಾರೆ. bbox=[22, 683, 244, 738]
top-photo bbox=[254, 108, 582, 234]
tom-cooper-image bbox=[422, 984, 592, 1086]
pak-col4: ಪ್ರಕಾರ, ಭಾರತದ ದಾಳಿಯಿಂದ ಪಾಕಿಸ್ತಾನದ ವಾಯುಪಡೆಗೆ ತೀವ್ರ ಹಾನಿಯಾಗಿದೆ. ಕಮಾಂಡ್ ಮತ್ತು ಕಂಟ್ರೋಲ್ ಕೇಂದ್ರಗಳನ್ನು ಗುರಿಯಾಗಿಸಲಾಗಿದೆ. ಪಾಕಿಸ್ತಾನದ ಪರಮಾಣು ಸಂಗ್ರಹಗಳ ಬಳಿ ಇರುವ ನೆಲೆಗಳ ಮೇಲೂ ದಾಳಿ ನಡೆದಿದೆ ಎಂಬ ವರದಿಗಳಿವೆ. ಸಂಘರ್ಷದ ಪರಿಣಾಮಗಳು: ಭಾರತವು ತನ್ನ ಸೇನಾ ಸಾಮರ್ಥ್ಯವನ್ನು ಜಗತ್ತಿಗೆ ಪ್ರದರ್ಶಿಸಿದೆ. ಪಾಕಿಸ್ತಾನದ ವಾಯು ರಕ್ಷಣಾ ವ್ಯವಸ್ಥೆಯ ದೌರ್ಬಲ್ಯ ಬಯಲಾಗಿದೆ. ಭಾರತವು ಭಯೋತ್ಪಾದನೆ ವಿರುದ್ಧ ಕಠಿಣ ನಿಲುವು ತಳೆದಿದೆ. ಈ ಸಂಘರ್ಷವು ದಕ್ಷಿಣ ಏಷ್ಯಾದ ಭದ್ರತಾ ಸ್ಥಿತಿಗತಿಯ ಮೇಲೆ ದೀರ್ಘಕಾಲೀನ ಪರಿಣಾಮ ಬೀರಲಿದೆ ಎಂದು ಕೂಪರ್ ವಿಶ್ಲೇಷಿಸಿದ್ದಾರೆ. bbox=[768, 984, 926, 1107]
color-registration-marks-center bbox=[430, 1487, 474, 1506]
pak-photo-label: TOM COOPER bbox=[426, 985, 486, 994]
dam-text-block bbox=[254, 346, 414, 592]
story-pak bbox=[254, 884, 926, 1470]
s3-text: ದಾವಣಗೆರೆ, ಮೇ.14: ಕರ್ನಾಟಕ ಲೋಕಾಯುಕ್ತ ಪೊಲೀಸ್ ಅಧೀಕ್ಷಕರು ಮೇ 19 ರಂದು ಜಗಳೂರು ತಾಲ್ಲೂಕು ಪ್ರವಾಸ ಕೈಗೊಳ್ಳಲಿದ್ದು, ಸರ್ಕಾರಿ ಇಲಾಖೆಗಳಲ್ಲಿ ಸಾರ್ವಜನಿಕರ ಕೆಲಸ ಕಾರ್ಯಗಳನ್ನು ವಿಳಂಬ ಮಾಡುವುದು, ಲಂಚಕ್ಕೆ ಒತ್ತಾಯಿಸುವುದು ಮುಂತಾದ ಕುಂದುಕೊರತೆಗಳ ಬಗ್ಗೆ ಅಹವಾಲು ಸ್ವೀಕರಿಸಲಿದ್ದಾರೆ. ಸಾರ್ವಜನಿಕರು ಬೆಳಿಗ್ಗೆ 11 ರಿಂದ ಮಧ್ಯಾಹ್ನ 1.30ರವರೆಗೆ ಸಾರ್ವಜನಿಕ ಅಹವಾಲು ಸಲ್ಲಿಸಬಹುದು ಎಂದು ಲೋಕಾಯುಕ್ತ ಪೊಲೀಸ್ ಅಧೀಕ್ಷಕರು ತಿಳಿಸಿದ್ದಾರೆ. bbox=[22, 463, 244, 530]
pak-byline: ಕನ್ನಡನಾಡು ವಾರ್ತೆ bbox=[254, 984, 309, 994]
page-footer bbox=[0, 1478, 945, 1502]
story-s4 bbox=[22, 653, 244, 754]
dam-byline: ಕನ್ನಡನಾಡು ವಾರ್ತೆ bbox=[254, 348, 309, 358]
pak-col1-block bbox=[254, 982, 416, 1466]
top-col2: ಪಂಚಾಯ್ತಿ ಚುನಾಯಿತ ಮಹಿಳಾ ಮೀಸಲಾತಿಯ ಅಧ್ಯಕ್ಷ ಸ್ಥಾನಕ್ಕೆ ನಾಗಮ್ಮ ಮತ್ತು ಸಾಮಾನ್ಯ ಮೀಸಲಾತಿಯ ಉಪಾಧ್ಯಕ್ಷ ಸ್ಥಾನಕ್ಕೆ ಮಹಾಂತೇಶ ನಾಮಪತ್ರ ಸಲ್ಲಿಸಿದ್ದರು. ನಿಗದಿತ ಸಮಯದಲ್ಲಿ ಬೇರೆ ಯಾರೂ ನಾಮಪತ್ರ ಸಲ್ಲಿಸದ ಕಾರಣ ಇಬ್ಬರೂ ಅವಿರೋಧವಾಗಿ ಆಯ್ಕೆಯಾದರು ಎಂದು ಚುನಾವಣಾಧಿಕಾರಿ ಘೋಷಿಸಿದರು. ನಂತರ ಆರ್.ಕೆ.ಶ್ರೀಕುಮಾರ್ ಮಾತನಾಡಿ, ಗ್ರಾ.ಪಂ. ಯ ಸರ್ವಾಂಗೀಣ ಅಭಿವೃದ್ಧಿಗೆ ಪ್ರತಿಯೊಬ್ಬ ಸದಸ್ಯರೂ ಸಹಕರಿಸಬೇಕು, ಗ್ರಾಮದ ಮೂಲಭೂತ ಸೌಕರ್ಯಗಳ ಅಭಿವೃದ್ಧಿಗೆ ಆದ್ಯತೆ ನೀಡಬೇಕು ಎಂದು ಹೇಳಿದರು. bbox=[588, 108, 754, 208]
story-metro bbox=[750, 318, 926, 608]
